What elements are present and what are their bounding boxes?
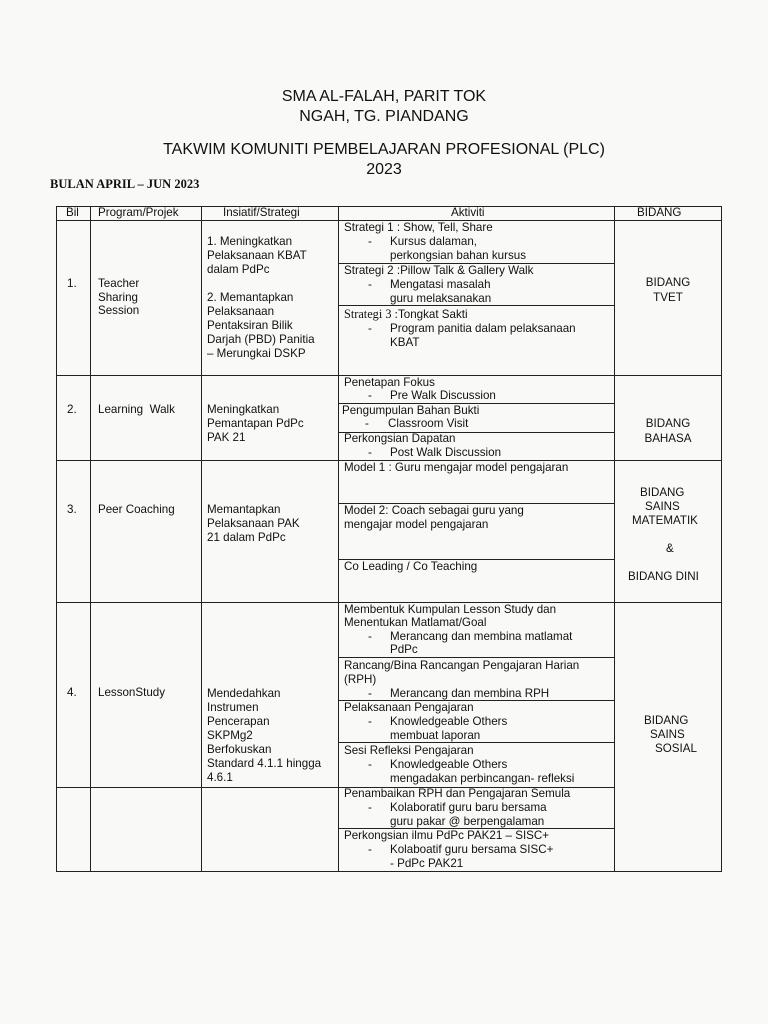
aktiviti-item: Kursus dalaman,	[390, 235, 477, 248]
inisiatif-text: Mendedahkan	[207, 687, 281, 700]
bullet: -	[368, 687, 372, 700]
aktiviti-item: Post Walk Discussion	[390, 446, 502, 459]
document-title-line1: TAKWIM KOMUNITI PEMBELAJARAN PROFESIONAL (PLC)	[163, 141, 605, 158]
bidang-label: BAHASA	[644, 432, 692, 445]
aktiviti-item: - PdPc PAK21	[390, 857, 464, 870]
aktiviti-item: PdPc	[390, 643, 418, 656]
row-number: 1.	[67, 277, 77, 290]
aktiviti-heading: Model 1 : Guru mengajar model pengajaran	[344, 461, 569, 474]
inisiatif-text: Pemantapan PdPc	[207, 417, 304, 430]
aktiviti-heading: Strategi 2 :Pillow Talk & Gallery Walk	[344, 264, 534, 277]
inisiatif-text: Berfokuskan	[207, 743, 272, 756]
aktiviti-heading-prefix: Strategi 3 :	[344, 307, 398, 321]
inisiatif-text: Instrumen	[207, 701, 259, 714]
aktiviti-item: membuat laporan	[390, 729, 481, 742]
aktiviti-heading: Penetapan Fokus	[344, 376, 435, 389]
inisiatif-text: Pelaksanaan PAK	[207, 517, 300, 530]
aktiviti-heading: Sesi Refleksi Pengajaran	[344, 744, 474, 757]
inisiatif-text: dalam PdPc	[207, 263, 270, 276]
aktiviti-heading: Perkongsian ilmu PdPc PAK21 – SISC+	[344, 829, 550, 842]
inisiatif-text: Pelaksanaan	[207, 305, 275, 318]
bidang-label: BIDANG	[640, 486, 685, 499]
aktiviti-item: Merancang dan membina RPH	[390, 687, 550, 700]
bidang-label: BIDANG	[645, 276, 691, 289]
aktiviti-item: guru pakar @ berpengalaman	[390, 815, 545, 828]
inisiatif-text: Meningkatkan	[207, 403, 280, 416]
program-name: Peer Coaching	[98, 503, 175, 516]
aktiviti-item: Kolaboratif guru baru bersama	[390, 801, 547, 814]
bullet: -	[368, 389, 372, 402]
column-header-bil: Bil	[66, 206, 79, 219]
bullet: -	[365, 417, 369, 430]
program-name: Learning Walk	[98, 403, 175, 416]
bidang-label: SAINS	[650, 728, 685, 741]
inisiatif-text: 4.6.1	[207, 771, 233, 784]
aktiviti-item: Knowledgeable Others	[390, 715, 508, 728]
bullet: -	[368, 235, 372, 248]
aktiviti-heading: Co Leading / Co Teaching	[344, 560, 478, 573]
aktiviti-item: Merancang dan membina matlamat	[390, 630, 573, 643]
bullet: -	[368, 630, 372, 643]
document-title-line2: 2023	[366, 161, 402, 178]
aktiviti-heading: Penambaikan RPH dan Pengajaran Semula	[344, 787, 571, 800]
bidang-label: SOSIAL	[655, 742, 697, 755]
inisiatif-text: SKPMg2	[207, 729, 253, 742]
inisiatif-text: – Merungkai DSKP	[207, 347, 306, 360]
bidang-label: TVET	[653, 291, 683, 304]
row-number: 3.	[67, 503, 77, 516]
period-subtitle: BULAN APRIL – JUN 2023	[50, 177, 200, 191]
row-number: 4.	[67, 686, 77, 699]
bullet: -	[368, 801, 372, 814]
inisiatif-text: Memantapkan	[207, 503, 281, 516]
bidang-label: BIDANG DINI	[628, 570, 699, 583]
inisiatif-text: 1. Meningkatkan	[207, 235, 293, 248]
inisiatif-text: Standard 4.1.1 hingga	[207, 757, 322, 770]
program-name: LessonStudy	[98, 686, 166, 699]
aktiviti-heading: Pelaksanaan Pengajaran	[344, 701, 474, 714]
aktiviti-heading: Model 2: Coach sebagai guru yang	[344, 504, 524, 517]
aktiviti-item: Pre Walk Discussion	[390, 389, 496, 402]
aktiviti-heading: (RPH)	[344, 673, 377, 686]
aktiviti-heading: Rancang/Bina Rancangan Pengajaran Harian	[344, 659, 580, 672]
bidang-label: SAINS	[645, 500, 680, 513]
column-header-inisiatif: Insiatif/Strategi	[223, 206, 300, 219]
inisiatif-text: Pencerapan	[207, 715, 270, 728]
bullet: -	[368, 446, 372, 459]
aktiviti-heading: Menentukan Matlamat/Goal	[344, 616, 487, 629]
bullet: -	[368, 758, 372, 771]
inisiatif-text: Darjah (PBD) Panitia	[207, 333, 315, 346]
column-header-aktiviti: Aktiviti	[451, 206, 485, 219]
aktiviti-item: perkongsian bahan kursus	[390, 249, 526, 262]
program-name: Sharing	[98, 291, 138, 304]
bidang-label: &	[666, 542, 674, 555]
bidang-label: MATEMATIK	[632, 514, 698, 527]
program-name: Teacher	[98, 277, 140, 290]
aktiviti-heading: Pengumpulan Bahan Bukti	[342, 404, 480, 417]
aktiviti-heading: Perkongsian Dapatan	[344, 432, 456, 445]
inisiatif-text: 21 dalam PdPc	[207, 531, 286, 544]
aktiviti-item: mengadakan perbincangan- refleksi	[390, 772, 575, 785]
aktiviti-heading: Strategi 1 : Show, Tell, Share	[344, 221, 493, 234]
column-header-bidang: BIDANG	[637, 206, 682, 219]
bullet: -	[368, 715, 372, 728]
column-header-program: Program/Projek	[98, 206, 179, 219]
row-number: 2.	[67, 403, 77, 416]
aktiviti-heading: Membentuk Kumpulan Lesson Study dan	[344, 603, 557, 616]
inisiatif-text: PAK 21	[207, 431, 246, 444]
inisiatif-text: 2. Memantapkan	[207, 291, 294, 304]
aktiviti-item: Kolaboatif guru bersama SISC+	[390, 843, 554, 856]
aktiviti-item: Mengatasi masalah	[390, 278, 491, 291]
inisiatif-text: Pentaksiran Bilik	[207, 319, 293, 332]
school-name-line1: SMA AL-FALAH, PARIT TOK	[281, 88, 487, 105]
aktiviti-heading: mengajar model pengajaran	[344, 518, 489, 531]
aktiviti-heading	[344, 307, 468, 322]
bidang-label: BIDANG	[644, 714, 689, 727]
aktiviti-item: KBAT	[390, 336, 420, 349]
aktiviti-item: guru melaksanakan	[390, 292, 492, 305]
bullet: -	[368, 278, 372, 291]
bidang-label: BIDANG	[645, 417, 691, 430]
bullet: -	[368, 843, 372, 856]
program-name: Session	[98, 304, 140, 317]
aktiviti-item: Classroom Visit	[388, 417, 469, 430]
aktiviti-item: Knowledgeable Others	[390, 758, 508, 771]
bullet: -	[368, 322, 372, 335]
aktiviti-heading-suffix: Tongkat Sakti	[397, 308, 468, 321]
inisiatif-text: Pelaksanaan KBAT	[207, 249, 307, 262]
aktiviti-item: Program panitia dalam pelaksanaan	[390, 322, 576, 335]
school-name-line2: NGAH, TG. PIANDANG	[299, 108, 469, 125]
